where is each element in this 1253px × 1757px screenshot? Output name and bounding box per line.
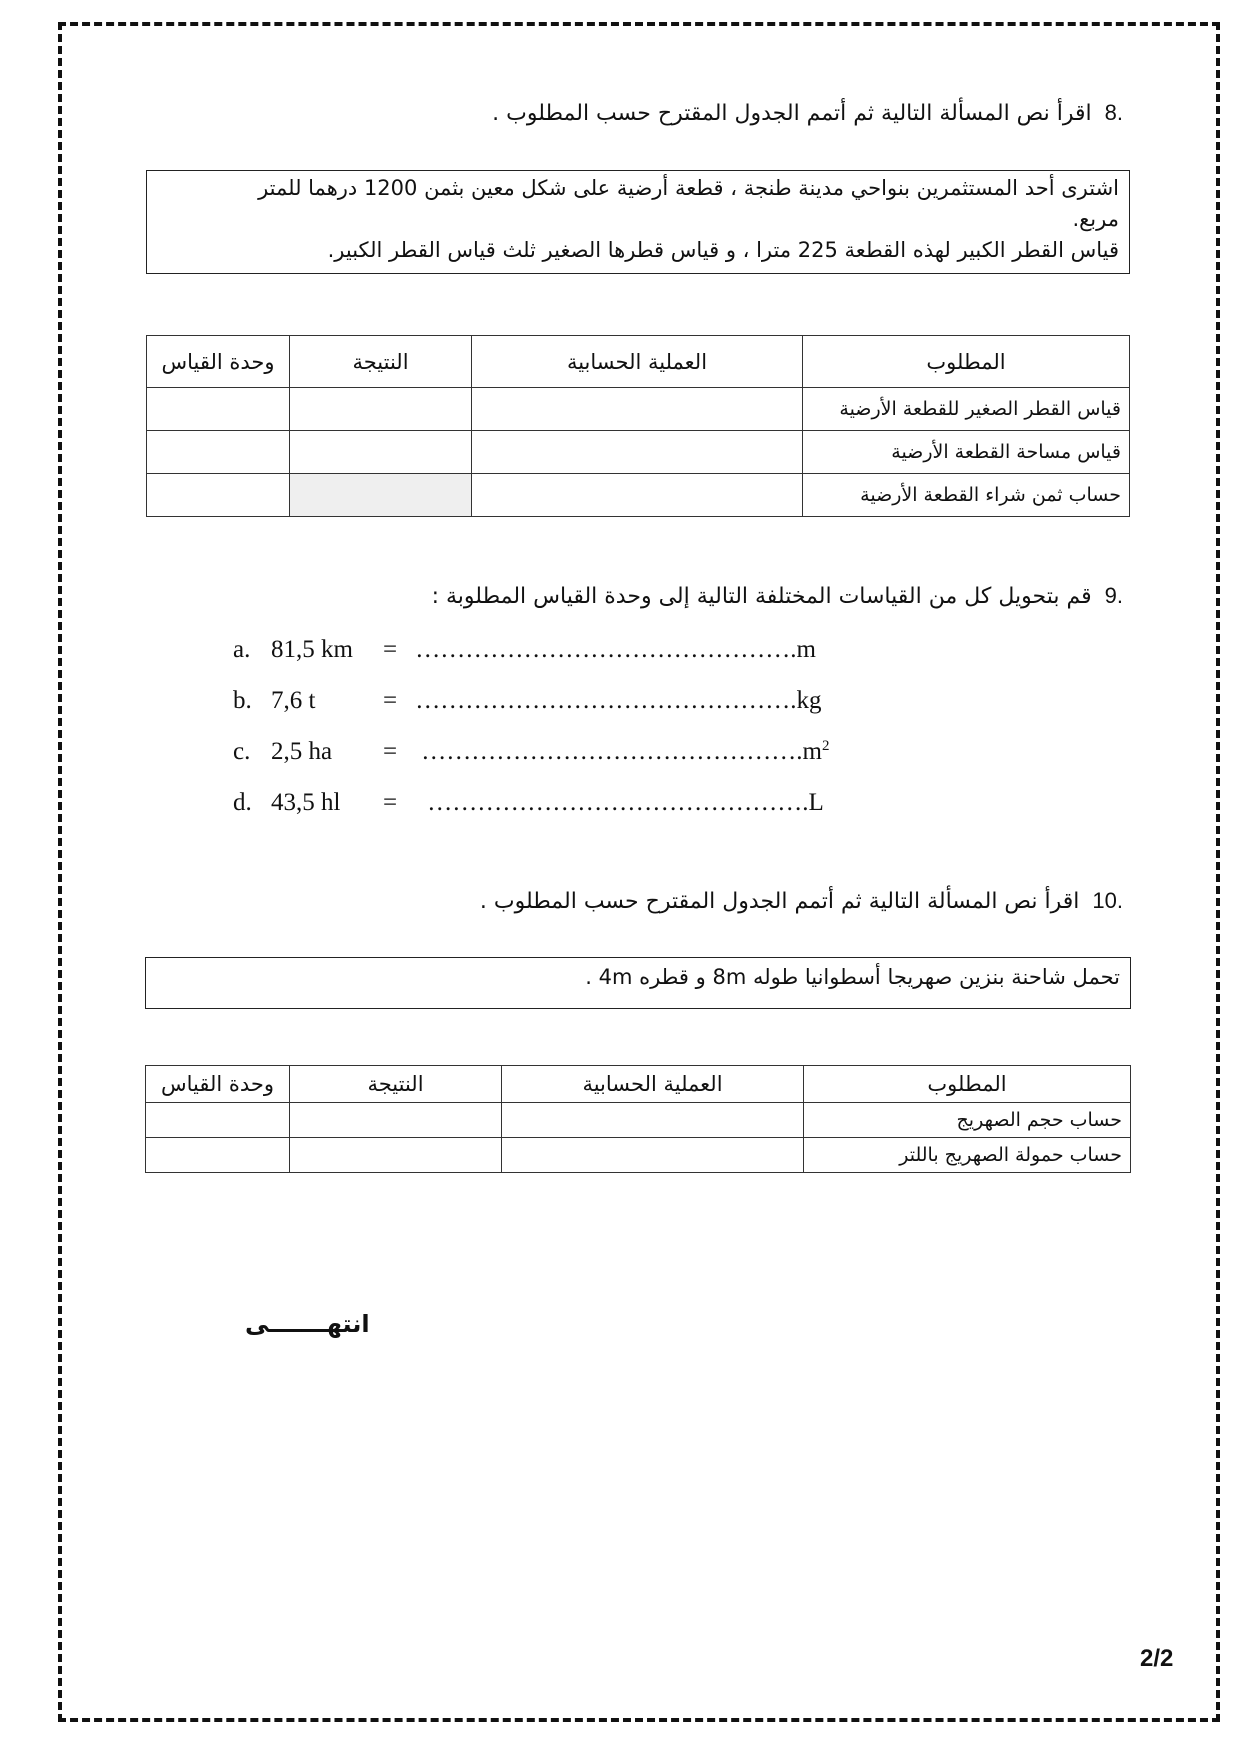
item-letter: d. [233,789,252,816]
q10-problem-box [145,957,1131,1009]
table-row [147,388,1130,431]
q8-table [146,335,1130,517]
result-cell[interactable] [290,388,472,431]
conversion-row-a [233,636,816,664]
header-operation: العملية الحسابية [472,336,803,388]
header-result: النتيجة [290,1066,502,1103]
page-border [58,22,1220,1722]
end-text: انتهـــــــى [245,1310,370,1338]
item-quantity: 7,6 t [271,687,316,714]
conversion-row-c [233,738,829,766]
result-cell[interactable] [290,1138,502,1173]
header-required: المطلوب [803,336,1130,388]
table-row [147,431,1130,474]
q8-instruction: اقرأ نص المسألة التالية ثم أتمم الجدول المقترح حسب المطلوب . [492,101,1092,126]
item-quantity: 43,5 hl [271,789,341,816]
q9-title [432,583,1123,609]
item-letter: a. [233,636,251,663]
operation-cell[interactable] [472,431,803,474]
conversion-row-d [233,789,824,817]
item-letter: b. [233,687,252,714]
q10-instruction: اقرأ نص المسألة التالية ثم أتمم الجدول المقترح حسب المطلوب . [479,889,1080,914]
operation-cell[interactable] [502,1103,804,1138]
item-quantity: 81,5 km [271,636,353,663]
unit-exponent: 2 [821,738,830,754]
header-operation: العملية الحسابية [502,1066,804,1103]
conversion-row-b [233,687,822,715]
equals-sign: = [383,789,398,816]
unit-cell[interactable] [146,1138,290,1173]
header-result: النتيجة [290,336,472,388]
equals-sign: = [383,636,398,663]
table-row [147,474,1130,517]
result-cell[interactable] [290,431,472,474]
row-label: حساب ثمن شراء القطعة الأرضية [803,474,1130,517]
header-required: المطلوب [804,1066,1131,1103]
q8-title [492,100,1123,126]
q10-table [145,1065,1131,1173]
unit-cell[interactable] [147,474,290,517]
q8-problem-line: اشترى أحد المستثمرين بنواحي مدينة طنجة ، قطعة أرضية على شكل معين بثمن 1200 درهما للمتر [258,176,1119,200]
operation-cell[interactable] [502,1138,804,1173]
header-unit: وحدة القياس [147,336,290,388]
target-unit: m [802,738,822,766]
unit-cell[interactable] [147,431,290,474]
answer-blank[interactable]: ………………………………………. [415,636,797,663]
result-cell[interactable] [290,1103,502,1138]
answer-blank[interactable]: ………………………………………. [421,738,803,766]
header-unit: وحدة القياس [146,1066,290,1103]
q8-problem-line: مربع. [1072,207,1119,231]
table-row [146,1103,1131,1138]
q10-number: .10 [1092,888,1123,913]
answer-blank[interactable]: ………………………………………. [427,789,809,816]
equals-sign: = [383,738,398,766]
unit-cell[interactable] [146,1103,290,1138]
q8-problem-line: قياس القطر الكبير لهذه القطعة 225 مترا ، و قياس قطرها الصغير ثلث قياس القطر الكبير. [327,238,1119,262]
q10-problem-text: تحمل شاحنة بنزين صهريجا أسطوانيا طوله 8m و قطره 4m . [585,965,1120,989]
q8-number: .8 [1104,100,1123,125]
row-label: قياس القطر الصغير للقطعة الأرضية [803,388,1130,431]
target-unit: kg [796,687,822,714]
page-number: 2/2 [1140,1645,1174,1672]
item-letter: c. [233,738,251,766]
unit-cell[interactable] [147,388,290,431]
answer-blank[interactable]: ………………………………………. [415,687,797,714]
equals-sign: = [383,687,398,714]
target-unit: m [796,636,816,663]
result-cell[interactable] [290,474,472,517]
table-row [146,1138,1131,1173]
item-quantity: 2,5 ha [271,738,333,766]
target-unit: L [808,789,824,816]
q9-number: .9 [1104,583,1123,608]
operation-cell[interactable] [472,474,803,517]
row-label: حساب حجم الصهريج [804,1103,1131,1138]
q9-instruction: قم بتحويل كل من القياسات المختلفة التالية إلى وحدة القياس المطلوبة : [431,584,1092,609]
q8-problem-box [146,170,1130,274]
operation-cell[interactable] [472,388,803,431]
row-label: حساب حمولة الصهريج باللتر [804,1138,1131,1173]
q10-title [480,888,1123,914]
row-label: قياس مساحة القطعة الأرضية [803,431,1130,474]
